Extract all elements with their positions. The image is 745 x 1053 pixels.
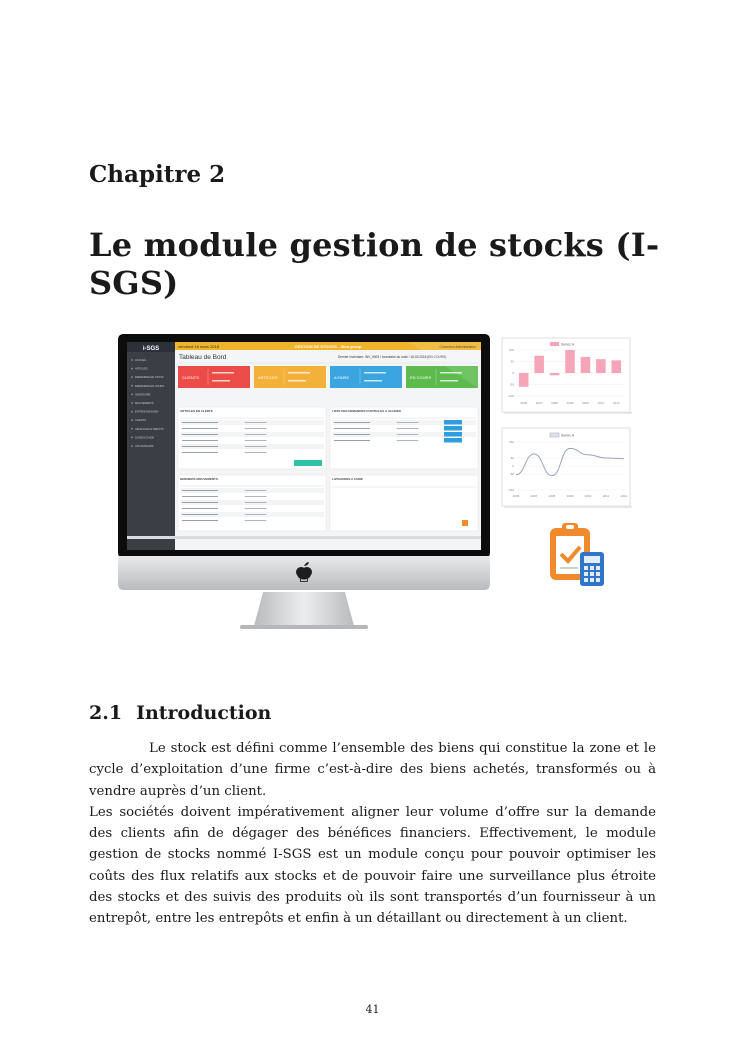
app-banner: GESTION DE STOCKS - Sina group [294,344,362,349]
app-logo: i-SGS [142,346,160,352]
clipboard-calculator-icon [550,523,604,586]
section-number: 2.1 [89,702,123,724]
x-tick-label: 2008 [551,401,558,405]
section-body [89,738,656,930]
monitor-stand [254,592,354,626]
paragraph: Les sociétés doivent impérativement aligner leur volume d’offre sur la demande des clients afin de dégager des bénéfices financiers. Effectivement, le module gestion de stocks nommé I-SGS est un module conçu pour pouvoir optimiser les coûts des flux relatifs aux stocks et de pouvoir faire une surveillance plus étroite des stocks et des suivis des produits où ils sont transportés d’un fournisseur à un entrepôt, entre les entrepôts et enfin à un détaillant ou directement à un client. [89,804,656,927]
action-button [444,426,462,431]
y-tick-label: 0 [512,464,514,468]
sidebar-bullet-icon [131,411,133,413]
panel-moves-title: DERNIERS MOUVEMENTS [180,477,218,481]
section-title: Introduction [136,702,272,724]
action-button [444,432,462,437]
y-tick-label: -100 [507,394,514,398]
x-tick-label: 2011 [602,494,610,498]
x-tick-label: 2009 [566,494,574,498]
panel-demands-title: LISTE DES DEMANDES D'ARTICLES A VALIDER [332,409,401,413]
x-tick-label: 2007 [535,401,543,405]
dashboard-tile-label: ARTICLES [258,375,278,380]
bar [550,373,560,375]
app-date: vendredi 16 mars 2018 [178,344,219,349]
x-tick-label: 2006 [512,494,520,498]
x-tick-label: 2010 [582,401,589,405]
legend-label: Series A [561,342,575,347]
app-inventory: Dernier inventaire: INV_0009 / Inventaire du mois / 16.03.2018 (EN COURS) [338,355,447,359]
app-user: Connexion Administrateur [439,345,476,349]
page-number: 41 [365,1003,380,1016]
sidebar-item: ENTREE MAGASIN [135,410,159,414]
y-tick-label: -50 [509,472,514,476]
x-tick-label: 2009 [566,401,574,405]
x-tick-label: 2007 [530,494,538,498]
y-tick-label: 150 [508,440,514,444]
line-chart-card [502,428,632,508]
legend-swatch [550,433,559,437]
sidebar-bullet-icon [131,445,133,447]
sidebar-item: MOUVEMENTS [135,402,154,405]
y-tick-label: -150 [507,488,514,492]
sidebar-item: ACCUEIL [135,359,147,362]
x-tick-label: 2006 [520,401,528,405]
y-tick-label: 0 [512,371,514,375]
bar [565,350,575,373]
sidebar-bullet-icon [131,359,133,361]
chapter-label: Chapitre 2 [89,161,226,188]
x-tick-label: 2010 [584,494,592,498]
dashboard-tile-label: EN COURS [410,375,432,380]
x-tick-label: 2008 [548,494,556,498]
paragraph: Le stock est défini comme l’ensemble des biens qui constitue la zone et le cycle d’exploitation d’une firme c’est-à-dire des biens achetés, transformés ou à vendre auprès d’un client. [89,741,656,799]
app-page-title: Tableau de Bord [179,354,227,361]
bar [519,373,529,387]
panel-articles-title: ARTICLES EN ALERTE [180,409,213,413]
bar-chart-card [502,338,632,414]
calendar-icon [462,520,468,526]
sidebar-item: CLIENTS [135,419,146,423]
sidebar-bullet-icon [131,419,133,421]
bar [534,356,544,373]
action-button [444,420,462,425]
dashboard-tile-label: CLIENTS [182,375,199,380]
sidebar-bullet-icon [131,385,133,387]
dashboard-tile-label: A FAIRE [334,375,350,380]
dashboard-figure [118,330,638,635]
sidebar-item: GUIDES D'AIDE [135,436,155,440]
y-tick-label: 50 [510,456,514,460]
bar [581,357,591,373]
y-tick-label: -50 [509,382,514,387]
sidebar-item: ARTICLES [135,367,148,371]
bar [596,359,606,373]
sidebar-item: DEMANDES EN COURS [135,384,165,388]
sidebar-item: DEMANDES DE STOCK [135,376,164,380]
dashboard-screen [127,342,481,550]
sidebar-bullet-icon [131,394,133,396]
panel-deliveries-title: LIVRAISONS A FAIRE [332,477,363,481]
x-tick-label: 2012 [620,494,628,498]
section-heading [89,702,271,724]
legend-swatch [550,342,559,346]
bar [612,360,622,373]
sidebar-item: UTILISATEURS [135,445,154,448]
sidebar-bullet-icon [131,376,133,378]
sidebar-item: VEHICULES & DEPOTS [135,427,164,431]
x-tick-label: 2012 [612,401,620,405]
sidebar-bullet-icon [131,402,133,404]
sidebar-item: INVENTAIRE [135,393,151,397]
chapter-title: Le module gestion de stocks (I-SGS) [89,226,660,302]
sidebar-bullet-icon [131,437,133,439]
sidebar-bullet-icon [131,428,133,430]
y-tick-label: 100 [508,348,514,352]
x-tick-label: 2011 [597,401,605,405]
sidebar-bullet-icon [131,368,133,370]
action-button [444,438,462,443]
y-tick-label: 50 [510,359,514,364]
legend-label: Series A [561,433,575,438]
